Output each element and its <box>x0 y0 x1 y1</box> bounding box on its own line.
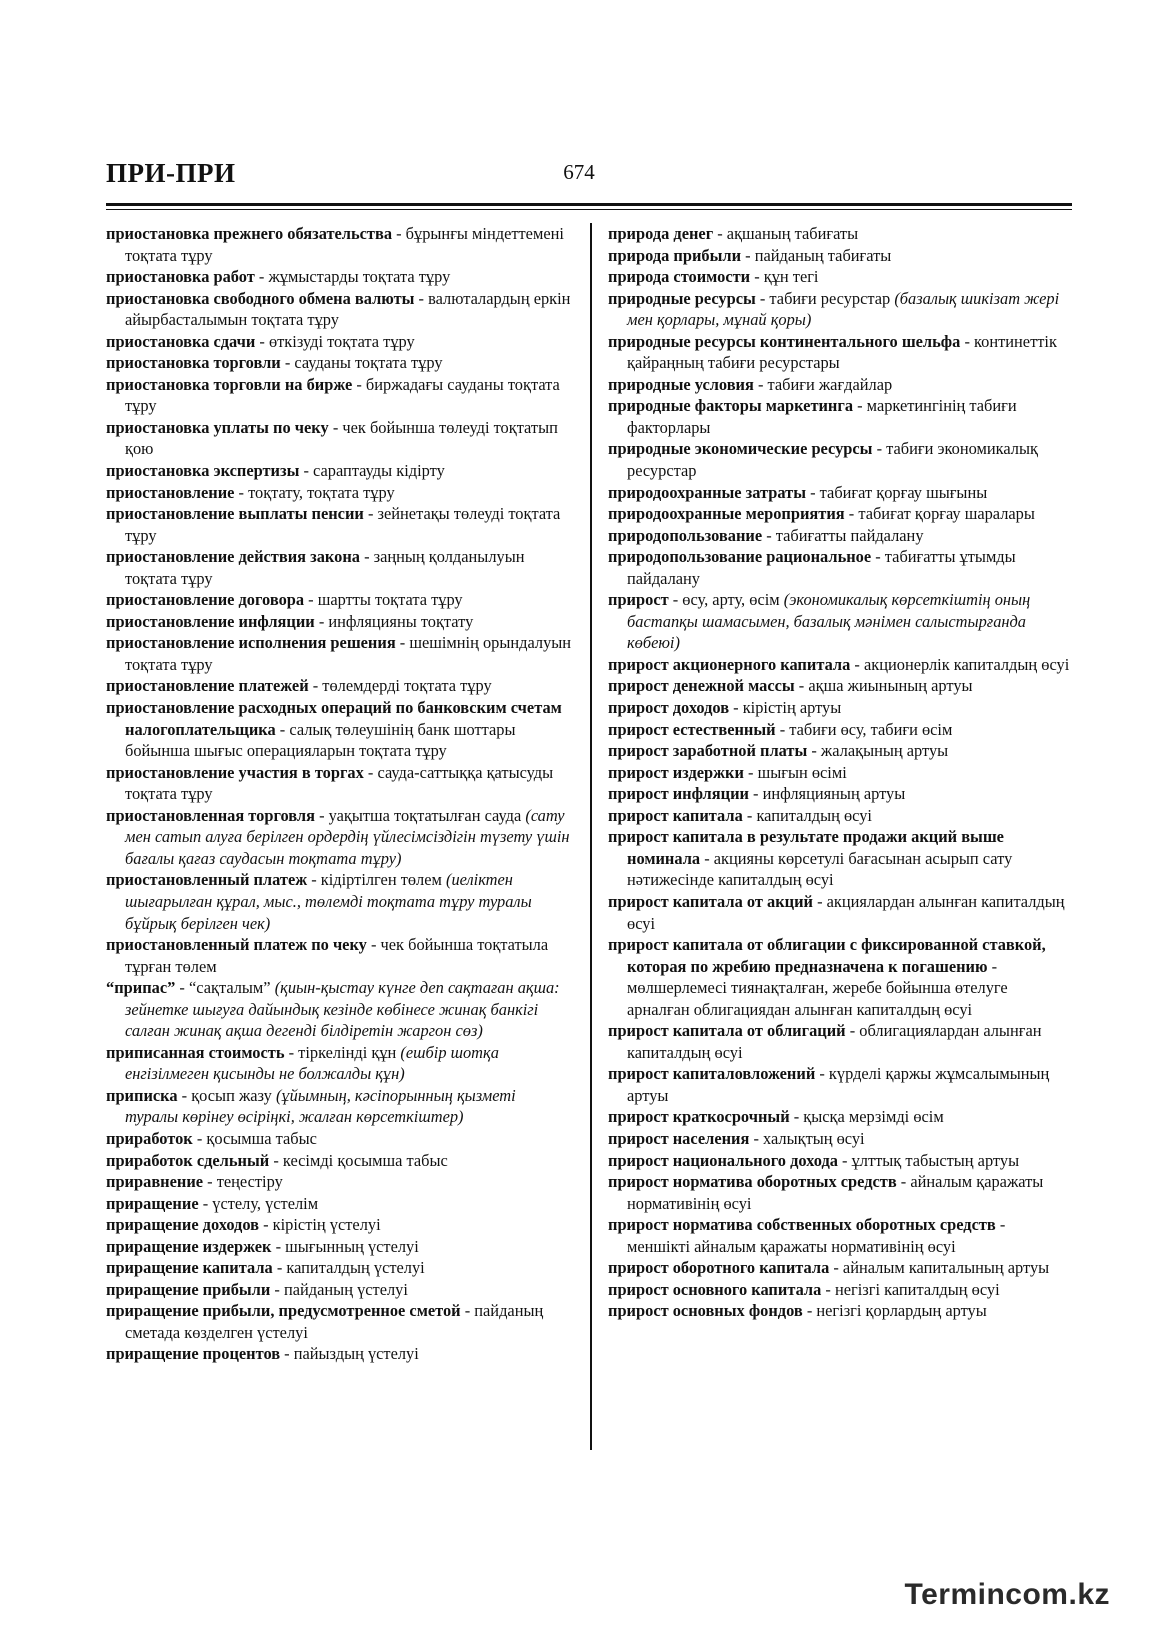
entry-term: приостановка уплаты по чеку <box>106 417 329 437</box>
entry-note: (ешбір шотқа енгізілмеген қисынды не болжалды құн) <box>125 1042 499 1084</box>
entry-term: прирост доходов <box>608 698 730 718</box>
watermark-text: Termincom.kz <box>904 1578 1110 1611</box>
left-column <box>106 223 572 1365</box>
entry-term: природные ресурсы континентального шельфа <box>608 331 961 351</box>
entry-term: приостановленный платеж по чеку <box>106 935 367 955</box>
entry-definition: - төлемдерді тоқтата тұру <box>308 676 492 696</box>
dictionary-entry <box>106 223 572 266</box>
entry-term: приработок сдельный <box>106 1150 270 1170</box>
entry-definition: - табиғи ресурстар <box>755 288 895 308</box>
dictionary-entry <box>106 503 572 546</box>
dictionary-entry <box>608 891 1072 934</box>
dictionary-entry <box>608 482 1072 504</box>
entry-definition: - қосымша табыс <box>192 1128 317 1148</box>
entry-definition: - чек бойынша тоқтатыла тұрған төлем <box>125 935 549 976</box>
entry-term: приостановка работ <box>106 267 255 287</box>
entry-term: приостановка свободного обмена валюты <box>106 288 415 308</box>
entry-definition: - акционерлік капиталдың өсуі <box>850 654 1070 674</box>
page-header-title: ПРИ-ПРИ <box>106 158 236 188</box>
dictionary-entry <box>106 632 572 675</box>
dictionary-entry <box>106 1236 572 1258</box>
entry-term: прирост заработной платы <box>608 741 808 761</box>
entry-term: прирост естественный <box>608 719 776 739</box>
entry-definition: - өсу, арту, өсім <box>668 590 784 610</box>
dictionary-entry <box>608 1214 1072 1257</box>
entry-definition: - мөлшерлемесі тиянақталған, жеребе бойынша өтелуге арналған облигациядан алынған капиталдың өсуі <box>627 956 1008 1019</box>
dictionary-entry <box>106 1128 572 1150</box>
dictionary-entry <box>608 805 1072 827</box>
entry-term: прирост норматива собственных оборотных средств <box>608 1215 996 1235</box>
entry-term: прирост оборотного капитала <box>608 1258 830 1278</box>
entry-definition: - валюталардың еркін айырбасталымын тоқтата тұру <box>125 288 571 330</box>
entry-term: приращение процентов <box>106 1344 281 1364</box>
entry-term: приостановка экспертизы <box>106 461 300 481</box>
dictionary-entry <box>106 417 572 460</box>
entry-definition: - ақшаның табиғаты <box>713 224 859 243</box>
dictionary-entry <box>608 826 1072 891</box>
entry-definition: - табиғат қорғау шығыны <box>806 482 988 502</box>
dictionary-entry <box>106 1214 572 1236</box>
entry-definition: - биржадағы сауданы тоқтата тұру <box>125 374 560 416</box>
entry-term: приостановление выплаты пенсии <box>106 504 364 524</box>
entry-definition: - маркетингінің табиғи факторлары <box>627 396 1017 437</box>
dictionary-entry <box>106 1042 572 1085</box>
dictionary-entry <box>106 331 572 353</box>
entry-term: природа денег <box>608 224 714 243</box>
entry-term: приостановление договора <box>106 590 305 610</box>
entry-term: приработок <box>106 1128 193 1148</box>
header-rule-thin <box>106 209 1072 210</box>
right-column <box>608 223 1072 1322</box>
entry-term: природопользование рациональное <box>608 547 872 567</box>
dictionary-entry <box>106 1257 572 1279</box>
dictionary-entry <box>608 1257 1072 1279</box>
entry-definition: - сауда-саттыққа қатысуды тоқтата тұру <box>125 762 554 804</box>
entry-term: приостановление <box>106 482 235 502</box>
entry-definition: - инфляцияны тоқтату <box>314 611 474 631</box>
entry-term: прирост основного капитала <box>608 1279 822 1299</box>
dictionary-entry <box>608 783 1072 805</box>
entry-term: приостановленный платеж <box>106 870 308 890</box>
entry-definition: - зейнетақы төлеуді тоқтата тұру <box>125 504 561 545</box>
entry-definition: - пайыздың үстелуі <box>280 1344 419 1364</box>
entry-term: приращение капитала <box>106 1258 273 1278</box>
entry-definition: - пайданың табиғаты <box>741 245 892 265</box>
dictionary-entry <box>608 503 1072 525</box>
entry-definition: - теңестіру <box>203 1172 283 1192</box>
entry-definition: - салық төлеушінің банк шоттары бойынша шығыс операцияларын тоқтата тұру <box>125 719 516 761</box>
entry-definition: - жалақының артуы <box>807 741 949 761</box>
dictionary-entry <box>608 1150 1072 1172</box>
dictionary-entry <box>106 1279 572 1301</box>
dictionary-entry <box>106 977 572 1042</box>
dictionary-entry <box>608 266 1072 288</box>
entry-note: (иеліктен шығарылған құрал, мыс., төлемді тоқтата тұру туралы бұйрық берілген чек) <box>125 870 532 933</box>
dictionary-entry <box>608 223 1072 245</box>
page-number: 674 <box>563 160 595 184</box>
entry-definition: - табиғи өсу, табиғи өсім <box>775 719 953 739</box>
entry-definition: - негізгі қорлардың артуы <box>802 1301 987 1321</box>
entry-definition: - табиғатты ұтымды пайдалану <box>627 547 1016 588</box>
entry-definition: - облигациялардан алынған капиталдың өсуі <box>627 1021 1042 1062</box>
entry-note: (ұйымның, кәсіпорынның қызметі туралы көрінеу өсіріңкі, жалған көрсеткіштер) <box>125 1085 516 1127</box>
dictionary-entry <box>106 1171 572 1193</box>
entry-definition: - шартты тоқтата тұру <box>304 590 463 610</box>
entry-term: приостановка торговли на бирже <box>106 374 353 394</box>
entry-term: приписка <box>106 1085 178 1105</box>
entry-definition: - кідіртілген төлем <box>307 870 446 890</box>
entry-definition: - ақша жиынының артуы <box>794 676 973 696</box>
entry-term: прирост капитала от облигаций <box>608 1021 846 1041</box>
dictionary-entry <box>106 482 572 504</box>
dictionary-entry <box>106 611 572 633</box>
dictionary-entry <box>106 374 572 417</box>
entry-definition: - акциялардан алынған капиталдың өсуі <box>627 891 1065 933</box>
dictionary-entry <box>608 740 1072 762</box>
entry-definition: - негізгі капиталдың өсуі <box>821 1279 1000 1299</box>
entry-definition: - сараптауды кідірту <box>299 461 445 481</box>
entry-term: приостановка сдачи <box>106 331 256 351</box>
entry-term: прирост денежной массы <box>608 676 795 696</box>
entry-definition: - шығынның үстелуі <box>271 1236 419 1256</box>
entry-term: прирост <box>608 590 669 610</box>
entry-term: приписанная стоимость <box>106 1042 285 1062</box>
entry-definition: - қысқа мерзімді өсім <box>789 1107 944 1127</box>
entry-definition: - пайданың сметада көзделген үстелуі <box>125 1301 544 1342</box>
dictionary-entry <box>608 546 1072 589</box>
entry-term: приостановление участия в торгах <box>106 762 364 782</box>
entry-note: (экономикалық көрсеткіштің оның бастапқы шамасымен, базалық мәнімен салыстырғанда көбеюі) <box>627 590 1031 653</box>
dictionary-entry <box>608 762 1072 784</box>
entry-definition: - чек бойынша төлеуді тоқтатып қою <box>125 417 558 459</box>
entry-definition: - табиғатты пайдалану <box>762 525 924 545</box>
dictionary-entry <box>608 719 1072 741</box>
dictionary-entry <box>106 589 572 611</box>
dictionary-entry <box>106 762 572 805</box>
dictionary-entry <box>106 546 572 589</box>
entry-definition: - табиғи экономикалық ресурстар <box>627 439 1038 481</box>
dictionary-entry <box>608 395 1072 438</box>
entry-term: приостановление инфляции <box>106 611 315 631</box>
entry-term: природоохранные мероприятия <box>608 504 845 524</box>
entry-definition: - “сақталым” <box>175 978 275 998</box>
entry-term: природоохранные затраты <box>608 482 807 502</box>
entry-definition: - шешімнің орындалуын тоқтата тұру <box>125 633 572 674</box>
entry-definition: - кесімді қосымша табыс <box>269 1150 448 1170</box>
entry-term: приостановление исполнения решения <box>106 633 396 653</box>
entry-term: приостановление расходных операций по банковским счетам налогоплательщика <box>106 698 562 739</box>
dictionary-entry <box>608 1020 1072 1063</box>
entry-definition: - құн тегі <box>750 267 819 287</box>
entry-term: прирост краткосрочный <box>608 1107 790 1127</box>
dictionary-entry <box>106 697 572 762</box>
entry-definition: - айналым капиталының артуы <box>829 1258 1050 1278</box>
entry-definition: - ұлттық табыстың артуы <box>837 1150 1020 1170</box>
entry-definition: - үстелу, үстелім <box>198 1193 319 1213</box>
dictionary-entry <box>106 288 572 331</box>
dictionary-entry <box>608 245 1072 267</box>
entry-term: природные условия <box>608 374 754 394</box>
dictionary-entry <box>106 1300 572 1343</box>
entry-definition: - континеттік қайраңның табиғи ресурстары <box>627 331 1057 373</box>
entry-term: прирост норматива оборотных средств <box>608 1172 897 1192</box>
entry-term: прирост капитала от облигации с фиксированной ставкой, которая по жребию предназначена к погашению <box>608 935 1046 976</box>
entry-term: “припас” <box>106 978 176 998</box>
dictionary-entry <box>608 934 1072 1020</box>
entry-definition: - жұмыстарды тоқтата тұру <box>254 267 451 287</box>
entry-definition: - капиталдың үстелуі <box>272 1258 425 1278</box>
entry-term: природа прибыли <box>608 245 742 265</box>
entry-definition: - заңның қолданылуын тоқтата тұру <box>125 547 525 588</box>
column-divider <box>590 223 592 1450</box>
dictionary-entry <box>608 1171 1072 1214</box>
header-rule-thick <box>106 203 1072 206</box>
entry-note: (базалық шикізат жері мен қорлары, мұнай қоры) <box>627 288 1060 330</box>
dictionary-entry <box>608 374 1072 396</box>
entry-term: природные экономические ресурсы <box>608 439 873 459</box>
dictionary-entry <box>106 1343 572 1365</box>
dictionary-entry <box>106 934 572 977</box>
entry-definition: - халықтың өсуі <box>749 1128 865 1148</box>
dictionary-entry <box>106 460 572 482</box>
entry-note: (сату мен сатып алуға берілген ордердің үйлесімсіздігін түзету үшін бағалы қағаз саудасын тоқтата тұру) <box>125 805 570 868</box>
entry-definition: - қосып жазу <box>177 1085 276 1105</box>
entry-term: прирост капиталовложений <box>608 1064 816 1084</box>
entry-term: приращение <box>106 1193 199 1213</box>
dictionary-entry <box>608 1128 1072 1150</box>
dictionary-entry <box>106 1193 572 1215</box>
entry-definition: - тіркелінді құн <box>284 1042 401 1062</box>
entry-term: приращение издержек <box>106 1236 272 1256</box>
dictionary-entry <box>608 654 1072 676</box>
dictionary-entry <box>106 805 572 870</box>
entry-definition: - капиталдың өсуі <box>742 805 872 825</box>
entry-definition: - кірістің артуы <box>729 698 842 718</box>
dictionary-entry <box>608 1300 1072 1322</box>
entry-definition: - шығын өсімі <box>743 762 847 782</box>
entry-term: природопользование <box>608 525 763 545</box>
entry-term: прирост национального дохода <box>608 1150 838 1170</box>
dictionary-entry <box>608 675 1072 697</box>
entry-term: приращение доходов <box>106 1215 259 1235</box>
entry-term: прирост издержки <box>608 762 744 782</box>
entry-term: прирост основных фондов <box>608 1301 803 1321</box>
dictionary-entry <box>608 438 1072 481</box>
entry-definition: - кірістің үстелуі <box>259 1215 381 1235</box>
dictionary-entry <box>106 1150 572 1172</box>
entry-term: прирост капитала в результате продажи акций выше номинала <box>608 827 1004 868</box>
entry-definition: - айналым қаражаты нормативінің өсуі <box>627 1172 1044 1213</box>
entry-definition: - пайданың үстелуі <box>270 1279 408 1299</box>
entry-term: природа стоимости <box>608 267 751 287</box>
dictionary-entry <box>608 1279 1072 1301</box>
entry-term: природные факторы маркетинга <box>608 396 854 416</box>
dictionary-entry <box>608 1063 1072 1106</box>
site-watermark-logo <box>905 1578 1111 1612</box>
entry-definition: - табиғи жағдайлар <box>753 374 893 394</box>
dictionary-entry <box>608 697 1072 719</box>
entry-term: приравнение <box>106 1172 204 1192</box>
entry-term: приостановление платежей <box>106 676 309 696</box>
entry-definition: - уақытша тоқтатылған сауда <box>314 805 526 825</box>
entry-term: прирост инфляции <box>608 784 749 804</box>
dictionary-entry <box>106 266 572 288</box>
entry-definition: - табиғат қорғау шаралары <box>844 504 1035 524</box>
entry-term: прирост капитала <box>608 805 743 825</box>
entry-definition: - өткізуді тоқтата тұру <box>255 331 415 351</box>
entry-term: приостановка торговли <box>106 353 281 373</box>
entry-definition: - күрделі қаржы жұмсалымының артуы <box>627 1064 1050 1105</box>
entry-definition: - акцияны көрсетулі бағасынан асырып сату нәтижесінде капиталдың өсуі <box>627 848 1013 890</box>
entry-term: прирост акционерного капитала <box>608 654 851 674</box>
dictionary-entry <box>106 1085 572 1128</box>
entry-definition: - тоқтату, тоқтата тұру <box>234 482 395 502</box>
entry-definition: - меншікті айналым қаражаты нормативінің өсуі <box>627 1215 1006 1256</box>
entry-term: природные ресурсы <box>608 288 756 308</box>
entry-term: прирост населения <box>608 1128 750 1148</box>
dictionary-entry <box>608 525 1072 547</box>
entry-note: (қиын-қыстау күнге деп сақтаған ақша: зейнетке шығуға дайындық кезінде көбінесе жинақ банкігі салған жинақ ақша дегенді білдіретін жаргон сөз) <box>125 978 560 1041</box>
entry-definition: - инфляцияның артуы <box>748 784 906 804</box>
entry-term: приостановка прежнего обязательства <box>106 224 393 243</box>
dictionary-entry <box>608 288 1072 331</box>
entry-term: приращение прибыли <box>106 1279 271 1299</box>
dictionary-entry <box>106 869 572 934</box>
entry-term: приостановленная торговля <box>106 805 315 825</box>
entry-term: приостановление действия закона <box>106 547 360 567</box>
dictionary-entry <box>608 589 1072 654</box>
dictionary-entry <box>106 675 572 697</box>
entry-term: прирост капитала от акций <box>608 891 813 911</box>
entry-definition: - сауданы тоқтата тұру <box>280 353 443 373</box>
entry-term: приращение прибыли, предусмотренное сметой <box>106 1301 461 1321</box>
entry-definition: - бұрынғы міндеттемені тоқтата тұру <box>125 224 564 265</box>
dictionary-entry <box>608 1106 1072 1128</box>
dictionary-entry <box>106 352 572 374</box>
dictionary-entry <box>608 331 1072 374</box>
